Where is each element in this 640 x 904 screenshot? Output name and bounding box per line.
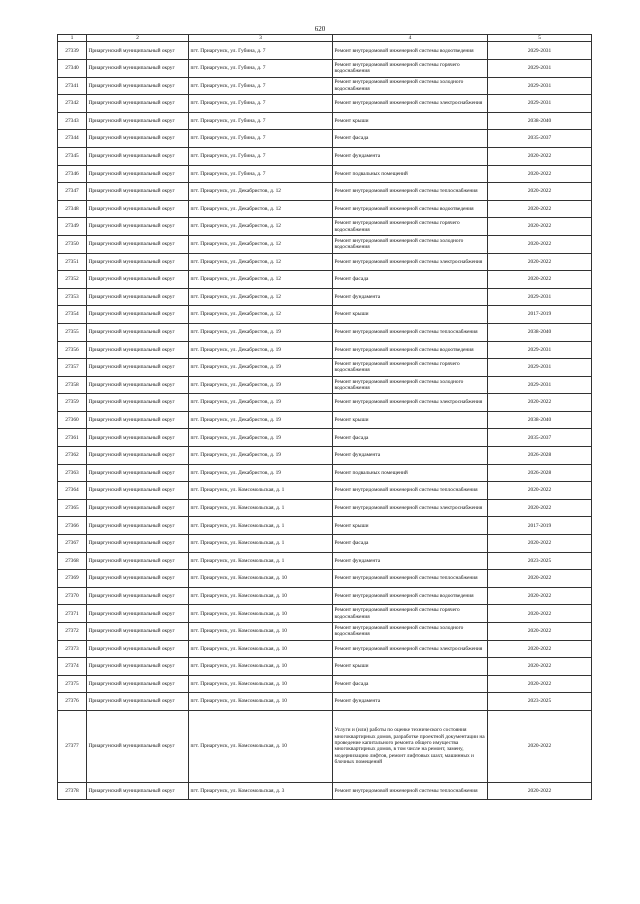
- column-header: 1: [58, 35, 87, 42]
- municipality-cell: Приаргунский муниципальный округ: [87, 552, 189, 570]
- table-row: [58, 411, 592, 429]
- period-cell: 2035-2037: [488, 429, 592, 447]
- address-cell: пгт. Приаргунск, ул. Губина, д. 7: [189, 147, 333, 165]
- row-number-cell: 27366: [58, 517, 87, 535]
- municipality-cell: Приаргунский муниципальный округ: [87, 640, 189, 658]
- address-cell: пгт. Приаргунск, ул. Комсомольская, д. 3: [189, 782, 333, 799]
- address-cell: пгт. Приаргунск, ул. Декабристов, д. 12: [189, 218, 333, 236]
- row-number-cell: 27374: [58, 658, 87, 676]
- column-header: 2: [87, 35, 189, 42]
- table-row: [58, 77, 592, 95]
- row-number-cell: 27342: [58, 95, 87, 113]
- period-cell: 2020-2022: [488, 271, 592, 289]
- address-cell: пгт. Приаргунск, ул. Декабристов, д. 19: [189, 394, 333, 412]
- period-cell: 2038-2040: [488, 112, 592, 130]
- period-cell: 2020-2022: [488, 499, 592, 517]
- table-row: [58, 394, 592, 412]
- work-type-cell: Ремонт фасада: [333, 130, 488, 148]
- work-type-cell: Ремонт фасада: [333, 271, 488, 289]
- municipality-cell: Приаргунский муниципальный округ: [87, 587, 189, 605]
- municipality-cell: Приаргунский муниципальный округ: [87, 112, 189, 130]
- table-row: [58, 235, 592, 253]
- work-type-cell: Ремонт внутридомовой инженерной системы электроснабжения: [333, 95, 488, 113]
- table-row: [58, 658, 592, 676]
- address-cell: пгт. Приаргунск, ул. Комсомольская, д. 10: [189, 640, 333, 658]
- row-number-cell: 27371: [58, 605, 87, 623]
- row-number-cell: 27348: [58, 200, 87, 218]
- address-cell: пгт. Приаргунск, ул. Губина, д. 7: [189, 60, 333, 78]
- work-type-cell: Ремонт внутридомовой инженерной системы водоотведения: [333, 200, 488, 218]
- column-header-row: [58, 35, 592, 42]
- table-row: [58, 517, 592, 535]
- table-row: [58, 587, 592, 605]
- municipality-cell: Приаргунский муниципальный округ: [87, 782, 189, 799]
- work-type-cell: Ремонт внутридомовой инженерной системы холодного водоснабжения: [333, 623, 488, 641]
- table-row: [58, 570, 592, 588]
- period-cell: 2029-2031: [488, 359, 592, 377]
- period-cell: 2020-2022: [488, 710, 592, 782]
- address-cell: пгт. Приаргунск, ул. Декабристов, д. 12: [189, 183, 333, 201]
- row-number-cell: 27363: [58, 464, 87, 482]
- period-cell: 2035-2037: [488, 130, 592, 148]
- period-cell: 2029-2031: [488, 288, 592, 306]
- row-number-cell: 27354: [58, 306, 87, 324]
- column-header: 5: [488, 35, 592, 42]
- period-cell: 2020-2022: [488, 218, 592, 236]
- row-number-cell: 27370: [58, 587, 87, 605]
- municipality-cell: Приаргунский муниципальный округ: [87, 95, 189, 113]
- municipality-cell: Приаргунский муниципальный округ: [87, 447, 189, 465]
- address-cell: пгт. Приаргунск, ул. Губина, д. 7: [189, 77, 333, 95]
- period-cell: 2020-2022: [488, 587, 592, 605]
- period-cell: 2038-2040: [488, 323, 592, 341]
- work-type-cell: Ремонт внутридомовой инженерной системы горячего водоснабжения: [333, 359, 488, 377]
- period-cell: 2017-2019: [488, 306, 592, 324]
- row-number-cell: 27378: [58, 782, 87, 799]
- address-cell: пгт. Приаргунск, ул. Комсомольская, д. 10: [189, 693, 333, 711]
- period-cell: 2026-2028: [488, 464, 592, 482]
- period-cell: 2020-2022: [488, 782, 592, 799]
- municipality-cell: Приаргунский муниципальный округ: [87, 271, 189, 289]
- period-cell: 2020-2022: [488, 675, 592, 693]
- address-cell: пгт. Приаргунск, ул. Декабристов, д. 12: [189, 235, 333, 253]
- work-type-cell: Ремонт крыши: [333, 306, 488, 324]
- work-type-cell: Ремонт внутридомовой инженерной системы холодного водоснабжения: [333, 235, 488, 253]
- work-type-cell: Ремонт фундамента: [333, 693, 488, 711]
- municipality-cell: Приаргунский муниципальный округ: [87, 130, 189, 148]
- municipality-cell: Приаргунский муниципальный округ: [87, 306, 189, 324]
- table-row: [58, 535, 592, 553]
- row-number-cell: 27339: [58, 42, 87, 60]
- table-row: [58, 359, 592, 377]
- period-cell: 2020-2022: [488, 640, 592, 658]
- municipality-cell: Приаргунский муниципальный округ: [87, 376, 189, 394]
- row-number-cell: 27372: [58, 623, 87, 641]
- period-cell: 2017-2019: [488, 517, 592, 535]
- address-cell: пгт. Приаргунск, ул. Комсомольская, д. 10: [189, 658, 333, 676]
- table-row: [58, 482, 592, 500]
- row-number-cell: 27364: [58, 482, 87, 500]
- period-cell: 2029-2031: [488, 60, 592, 78]
- row-number-cell: 27345: [58, 147, 87, 165]
- row-number-cell: 27367: [58, 535, 87, 553]
- address-cell: пгт. Приаргунск, ул. Декабристов, д. 12: [189, 200, 333, 218]
- period-cell: 2020-2022: [488, 200, 592, 218]
- table-row: [58, 183, 592, 201]
- work-type-cell: Ремонт крыши: [333, 517, 488, 535]
- row-number-cell: 27344: [58, 130, 87, 148]
- municipality-cell: Приаргунский муниципальный округ: [87, 218, 189, 236]
- row-number-cell: 27355: [58, 323, 87, 341]
- work-type-cell: Ремонт фундамента: [333, 288, 488, 306]
- row-number-cell: 27359: [58, 394, 87, 412]
- table-row: [58, 323, 592, 341]
- address-cell: пгт. Приаргунск, ул. Комсомольская, д. 1: [189, 482, 333, 500]
- municipality-cell: Приаргунский муниципальный округ: [87, 499, 189, 517]
- table-row: [58, 605, 592, 623]
- row-number-cell: 27376: [58, 693, 87, 711]
- row-number-cell: 27341: [58, 77, 87, 95]
- period-cell: 2029-2031: [488, 376, 592, 394]
- row-number-cell: 27351: [58, 253, 87, 271]
- address-cell: пгт. Приаргунск, ул. Декабристов, д. 12: [189, 306, 333, 324]
- row-number-cell: 27358: [58, 376, 87, 394]
- table-row: [58, 306, 592, 324]
- period-cell: 2023-2025: [488, 693, 592, 711]
- row-number-cell: 27352: [58, 271, 87, 289]
- row-number-cell: 27350: [58, 235, 87, 253]
- period-cell: 2020-2022: [488, 183, 592, 201]
- table-row: [58, 112, 592, 130]
- period-cell: 2020-2022: [488, 235, 592, 253]
- table-row: [58, 552, 592, 570]
- address-cell: пгт. Приаргунск, ул. Декабристов, д. 19: [189, 447, 333, 465]
- table-row: [58, 623, 592, 641]
- table-row: [58, 447, 592, 465]
- row-number-cell: 27343: [58, 112, 87, 130]
- address-cell: пгт. Приаргунск, ул. Губина, д. 7: [189, 130, 333, 148]
- address-cell: пгт. Приаргунск, ул. Комсомольская, д. 10: [189, 570, 333, 588]
- municipality-cell: Приаргунский муниципальный округ: [87, 183, 189, 201]
- address-cell: пгт. Приаргунск, ул. Декабристов, д. 12: [189, 288, 333, 306]
- municipality-cell: Приаргунский муниципальный округ: [87, 535, 189, 553]
- table-row: [58, 675, 592, 693]
- row-number-cell: 27349: [58, 218, 87, 236]
- row-number-cell: 27365: [58, 499, 87, 517]
- address-cell: пгт. Приаргунск, ул. Комсомольская, д. 10: [189, 710, 333, 782]
- period-cell: 2020-2022: [488, 658, 592, 676]
- address-cell: пгт. Приаргунск, ул. Декабристов, д. 19: [189, 429, 333, 447]
- municipality-cell: Приаргунский муниципальный округ: [87, 147, 189, 165]
- municipality-cell: Приаргунский муниципальный округ: [87, 482, 189, 500]
- table-row: [58, 165, 592, 183]
- work-type-cell: Ремонт внутридомовой инженерной системы теплоснабжения: [333, 323, 488, 341]
- work-type-cell: Услуги и (или) работы по оценке технического состояния многоквартирных домов, разработке проектной документации на проведение капитального ремонта общего имущества многоквартирных домов, в том числе на ремонт, замену, модернизацию лифтов, ремонт лифтовых шахт, машинных и блочных помещений: [333, 710, 488, 782]
- work-type-cell: Ремонт внутридомовой инженерной системы теплоснабжения: [333, 570, 488, 588]
- table-row: [58, 376, 592, 394]
- row-number-cell: 27362: [58, 447, 87, 465]
- work-type-cell: Ремонт внутридомовой инженерной системы электроснабжения: [333, 640, 488, 658]
- period-cell: 2020-2022: [488, 605, 592, 623]
- address-cell: пгт. Приаргунск, ул. Декабристов, д. 12: [189, 253, 333, 271]
- period-cell: 2029-2031: [488, 95, 592, 113]
- work-type-cell: Ремонт внутридомовой инженерной системы холодного водоснабжения: [333, 376, 488, 394]
- row-number-cell: 27368: [58, 552, 87, 570]
- municipality-cell: Приаргунский муниципальный округ: [87, 323, 189, 341]
- work-type-cell: Ремонт внутридомовой инженерной системы теплоснабжения: [333, 183, 488, 201]
- address-cell: пгт. Приаргунск, ул. Губина, д. 7: [189, 95, 333, 113]
- page-number: 620: [314, 25, 326, 33]
- work-type-cell: Ремонт фасада: [333, 429, 488, 447]
- period-cell: 2020-2022: [488, 570, 592, 588]
- work-type-cell: Ремонт подвальных помещений: [333, 165, 488, 183]
- table-row: [58, 147, 592, 165]
- address-cell: пгт. Приаргунск, ул. Комсомольская, д. 1: [189, 535, 333, 553]
- municipality-cell: Приаргунский муниципальный округ: [87, 77, 189, 95]
- row-number-cell: 27346: [58, 165, 87, 183]
- address-cell: пгт. Приаргунск, ул. Декабристов, д. 19: [189, 359, 333, 377]
- work-type-cell: Ремонт внутридомовой инженерной системы горячего водоснабжения: [333, 605, 488, 623]
- work-type-cell: Ремонт внутридомовой инженерной системы горячего водоснабжения: [333, 60, 488, 78]
- address-cell: пгт. Приаргунск, ул. Декабристов, д. 19: [189, 411, 333, 429]
- work-type-cell: Ремонт внутридомовой инженерной системы водоотведения: [333, 587, 488, 605]
- table-row: [58, 42, 592, 60]
- row-number-cell: 27356: [58, 341, 87, 359]
- period-cell: 2026-2028: [488, 447, 592, 465]
- work-type-cell: Ремонт внутридомовой инженерной системы холодного водоснабжения: [333, 77, 488, 95]
- table-row: [58, 499, 592, 517]
- work-type-cell: Ремонт внутридомовой инженерной системы электроснабжения: [333, 499, 488, 517]
- address-cell: пгт. Приаргунск, ул. Комсомольская, д. 10: [189, 587, 333, 605]
- period-cell: 2029-2031: [488, 341, 592, 359]
- period-cell: 2020-2022: [488, 535, 592, 553]
- municipality-cell: Приаргунский муниципальный округ: [87, 623, 189, 641]
- table-row: [58, 130, 592, 148]
- work-type-cell: Ремонт внутридомовой инженерной системы электроснабжения: [333, 394, 488, 412]
- address-cell: пгт. Приаргунск, ул. Декабристов, д. 19: [189, 376, 333, 394]
- municipality-cell: Приаргунский муниципальный округ: [87, 464, 189, 482]
- municipality-cell: Приаргунский муниципальный округ: [87, 570, 189, 588]
- work-type-cell: Ремонт крыши: [333, 658, 488, 676]
- address-cell: пгт. Приаргунск, ул. Декабристов, д. 12: [189, 271, 333, 289]
- address-cell: пгт. Приаргунск, ул. Комсомольская, д. 10: [189, 675, 333, 693]
- work-type-cell: Ремонт крыши: [333, 411, 488, 429]
- municipality-cell: Приаргунский муниципальный округ: [87, 341, 189, 359]
- work-type-cell: Ремонт внутридомовой инженерной системы теплоснабжения: [333, 782, 488, 799]
- address-cell: пгт. Приаргунск, ул. Декабристов, д. 19: [189, 341, 333, 359]
- address-cell: пгт. Приаргунск, ул. Губина, д. 7: [189, 165, 333, 183]
- municipality-cell: Приаргунский муниципальный округ: [87, 394, 189, 412]
- table-row: [58, 341, 592, 359]
- municipality-cell: Приаргунский муниципальный округ: [87, 200, 189, 218]
- column-header: 4: [333, 35, 488, 42]
- municipality-cell: Приаргунский муниципальный округ: [87, 517, 189, 535]
- municipality-cell: Приаргунский муниципальный округ: [87, 605, 189, 623]
- table-row: [58, 693, 592, 711]
- table-body: [58, 42, 592, 800]
- table-row: [58, 200, 592, 218]
- work-type-cell: Ремонт фундамента: [333, 447, 488, 465]
- row-number-cell: 27377: [58, 710, 87, 782]
- row-number-cell: 27375: [58, 675, 87, 693]
- column-header: 3: [189, 35, 333, 42]
- address-cell: пгт. Приаргунск, ул. Комсомольская, д. 1: [189, 552, 333, 570]
- period-cell: 2029-2031: [488, 77, 592, 95]
- municipality-cell: Приаргунский муниципальный округ: [87, 42, 189, 60]
- row-number-cell: 27361: [58, 429, 87, 447]
- municipality-cell: Приаргунский муниципальный округ: [87, 693, 189, 711]
- period-cell: 2020-2022: [488, 482, 592, 500]
- row-number-cell: 27369: [58, 570, 87, 588]
- municipality-cell: Приаргунский муниципальный округ: [87, 411, 189, 429]
- row-number-cell: 27353: [58, 288, 87, 306]
- work-type-cell: Ремонт фасада: [333, 675, 488, 693]
- municipality-cell: Приаргунский муниципальный округ: [87, 429, 189, 447]
- row-number-cell: 27340: [58, 60, 87, 78]
- period-cell: 2029-2031: [488, 42, 592, 60]
- municipality-cell: Приаргунский муниципальный округ: [87, 165, 189, 183]
- table-row: [58, 782, 592, 799]
- work-type-cell: Ремонт крыши: [333, 112, 488, 130]
- address-cell: пгт. Приаргунск, ул. Губина, д. 7: [189, 42, 333, 60]
- address-cell: пгт. Приаргунск, ул. Комсомольская, д. 10: [189, 605, 333, 623]
- municipality-cell: Приаргунский муниципальный округ: [87, 253, 189, 271]
- table-row: [58, 464, 592, 482]
- municipality-cell: Приаргунский муниципальный округ: [87, 675, 189, 693]
- period-cell: 2020-2022: [488, 253, 592, 271]
- address-cell: пгт. Приаргунск, ул. Губина, д. 7: [189, 112, 333, 130]
- repair-registry-table: [57, 34, 592, 800]
- address-cell: пгт. Приаргунск, ул. Комсомольская, д. 1: [189, 517, 333, 535]
- row-number-cell: 27360: [58, 411, 87, 429]
- work-type-cell: Ремонт фасада: [333, 535, 488, 553]
- municipality-cell: Приаргунский муниципальный округ: [87, 60, 189, 78]
- work-type-cell: Ремонт фундамента: [333, 552, 488, 570]
- work-type-cell: Ремонт подвальных помещений: [333, 464, 488, 482]
- address-cell: пгт. Приаргунск, ул. Комсомольская, д. 10: [189, 623, 333, 641]
- table-row: [58, 95, 592, 113]
- work-type-cell: Ремонт внутридомовой инженерной системы горячего водоснабжения: [333, 218, 488, 236]
- table-row: [58, 60, 592, 78]
- work-type-cell: Ремонт внутридомовой инженерной системы теплоснабжения: [333, 482, 488, 500]
- table-row: [58, 253, 592, 271]
- work-type-cell: Ремонт фундамента: [333, 147, 488, 165]
- municipality-cell: Приаргунский муниципальный округ: [87, 288, 189, 306]
- work-type-cell: Ремонт внутридомовой инженерной системы водоотведения: [333, 341, 488, 359]
- address-cell: пгт. Приаргунск, ул. Декабристов, д. 19: [189, 464, 333, 482]
- work-type-cell: Ремонт внутридомовой инженерной системы водоотведения: [333, 42, 488, 60]
- table-row: [58, 271, 592, 289]
- table-row: [58, 288, 592, 306]
- period-cell: 2020-2022: [488, 394, 592, 412]
- period-cell: 2038-2040: [488, 411, 592, 429]
- table-row: [58, 640, 592, 658]
- municipality-cell: Приаргунский муниципальный округ: [87, 235, 189, 253]
- work-type-cell: Ремонт внутридомовой инженерной системы электроснабжения: [333, 253, 488, 271]
- table-row: [58, 429, 592, 447]
- period-cell: 2020-2022: [488, 165, 592, 183]
- municipality-cell: Приаргунский муниципальный округ: [87, 710, 189, 782]
- address-cell: пгт. Приаргунск, ул. Комсомольская, д. 1: [189, 499, 333, 517]
- address-cell: пгт. Приаргунск, ул. Декабристов, д. 19: [189, 323, 333, 341]
- row-number-cell: 27373: [58, 640, 87, 658]
- period-cell: 2020-2022: [488, 623, 592, 641]
- row-number-cell: 27347: [58, 183, 87, 201]
- period-cell: 2020-2022: [488, 147, 592, 165]
- municipality-cell: Приаргунский муниципальный округ: [87, 658, 189, 676]
- municipality-cell: Приаргунский муниципальный округ: [87, 359, 189, 377]
- table-row: [58, 710, 592, 782]
- period-cell: 2023-2025: [488, 552, 592, 570]
- row-number-cell: 27357: [58, 359, 87, 377]
- table-row: [58, 218, 592, 236]
